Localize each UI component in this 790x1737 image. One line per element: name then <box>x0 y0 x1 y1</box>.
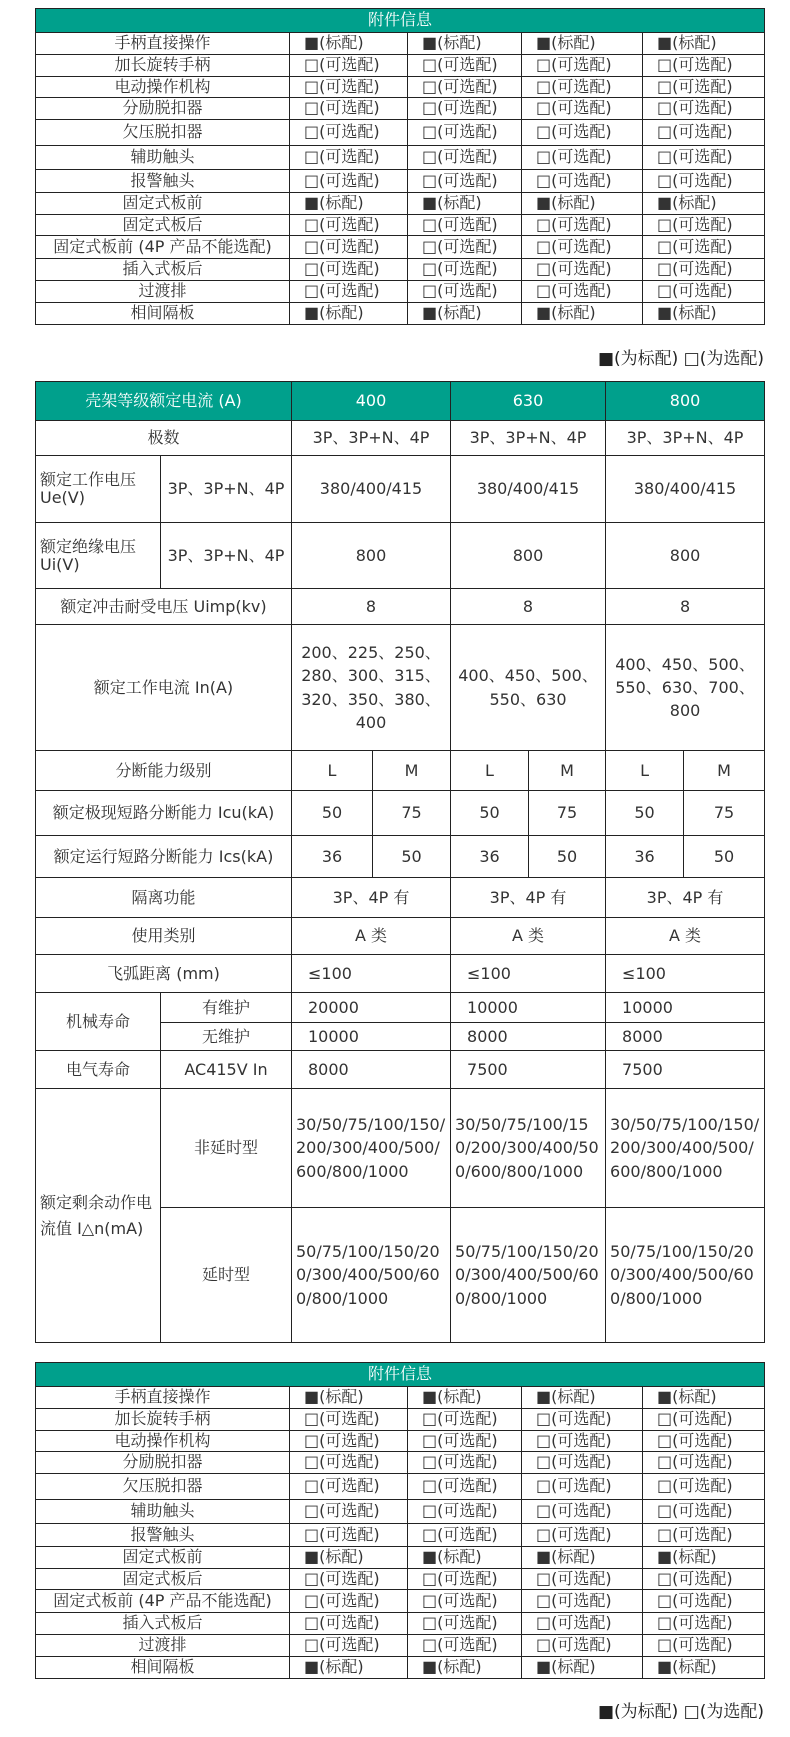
poles-value: 3P、3P+N、4P <box>451 421 606 456</box>
accessory-row-value: □(可选配) <box>290 1569 408 1590</box>
frame-header-label: 壳架等级额定电流 (A) <box>36 382 292 421</box>
accessory-row-value: ■(标配) <box>522 1387 643 1409</box>
accessory-row-value: □(可选配) <box>522 1452 643 1474</box>
accessory-row-value: □(可选配) <box>290 1500 408 1524</box>
accessory-row-label: 分励脱扣器 <box>36 98 290 120</box>
accessory-row-value: ■(标配) <box>522 1657 643 1679</box>
accessory-row <box>36 193 765 215</box>
accessory-row-value: □(可选配) <box>408 170 522 193</box>
accessory-row-value: □(可选配) <box>522 281 643 303</box>
accessory-row <box>36 1635 765 1657</box>
ui-label: 额定绝缘电压 Ui(V) <box>36 523 161 589</box>
accessory-row-value: □(可选配) <box>643 1409 765 1431</box>
legend-top: ■(为标配) □(为选配) <box>597 349 764 369</box>
elec-value: 7500 <box>451 1051 606 1089</box>
accessory-row <box>36 1569 765 1590</box>
accessory-row-value: □(可选配) <box>643 1590 765 1613</box>
accessory-row-value: □(可选配) <box>408 1569 522 1590</box>
accessory-row-value: ■(标配) <box>408 193 522 215</box>
breaking-label: 分断能力级别 <box>36 751 292 791</box>
arc-value: ≤100 <box>292 955 451 993</box>
breaking-value: L <box>451 751 529 791</box>
accessory-row-value: □(可选配) <box>643 215 765 236</box>
accessory-row <box>36 146 765 170</box>
accessory-row-value: ■(标配) <box>408 33 522 55</box>
accessory-row-value: □(可选配) <box>408 236 522 259</box>
accessory-row <box>36 281 765 303</box>
accessory-row-label: 分励脱扣器 <box>36 1452 290 1474</box>
elec-value: 8000 <box>292 1051 451 1089</box>
isolation-value: 3P、4P 有 <box>292 878 451 918</box>
in-value: 400、450、500、550、630、700、800 <box>606 625 765 751</box>
accessory-row-value: □(可选配) <box>522 1431 643 1452</box>
accessory-row-value: □(可选配) <box>643 1635 765 1657</box>
accessory-row-value: □(可选配) <box>643 1474 765 1500</box>
icu-value: 75 <box>684 791 765 836</box>
accessory-row-value: □(可选配) <box>522 1524 643 1547</box>
ue-sub: 3P、3P+N、4P <box>161 456 292 523</box>
ui-value: 800 <box>292 523 451 589</box>
uimp-value: 8 <box>292 589 451 625</box>
accessory-row <box>36 33 765 55</box>
accessory-row-label: 欠压脱扣器 <box>36 1474 290 1500</box>
accessory-row-value: □(可选配) <box>290 259 408 281</box>
accessory-row-value: □(可选配) <box>290 55 408 77</box>
accessory-row-label: 固定式板后 <box>36 1569 290 1590</box>
frame-800: 800 <box>606 382 765 421</box>
icu-value: 50 <box>606 791 684 836</box>
ue-label: 额定工作电压 Ue(V) <box>36 456 161 523</box>
accessory-row-value: □(可选配) <box>643 259 765 281</box>
accessory-row-value: □(可选配) <box>290 236 408 259</box>
breaking-value: M <box>529 751 606 791</box>
accessory-row-label: 手柄直接操作 <box>36 33 290 55</box>
accessory-row <box>36 303 765 325</box>
mech-maint-value: 10000 <box>606 993 765 1023</box>
accessory-row-label: 加长旋转手柄 <box>36 1409 290 1431</box>
accessory-row-value: □(可选配) <box>290 98 408 120</box>
ue-value: 380/400/415 <box>606 456 765 523</box>
poles-value: 3P、3P+N、4P <box>292 421 451 456</box>
accessory-row-value: □(可选配) <box>408 146 522 170</box>
accessory-row <box>36 1613 765 1635</box>
accessory-row-value: □(可选配) <box>522 1500 643 1524</box>
accessory-row-value: □(可选配) <box>290 215 408 236</box>
accessory-row-value: ■(标配) <box>643 303 765 325</box>
accessory-row-value: □(可选配) <box>522 259 643 281</box>
category-value: A 类 <box>606 918 765 955</box>
accessory-row-label: 报警触头 <box>36 1524 290 1547</box>
arc-value: ≤100 <box>606 955 765 993</box>
uimp-value: 8 <box>451 589 606 625</box>
residual-nodelay-value: 30/50/75/100/150/200/300/400/500/600/800/1000 <box>606 1089 765 1208</box>
accessory-row <box>36 1500 765 1524</box>
accessory-row <box>36 1657 765 1679</box>
ics-value: 36 <box>451 836 529 878</box>
accessory-row-value: ■(标配) <box>522 33 643 55</box>
accessory-row-value: □(可选配) <box>643 146 765 170</box>
accessory-row-value: □(可选配) <box>408 215 522 236</box>
accessory-row-label: 手柄直接操作 <box>36 1387 290 1409</box>
accessory-row <box>36 55 765 77</box>
accessory-row-value: □(可选配) <box>408 1613 522 1635</box>
accessory-row-label: 固定式板后 <box>36 215 290 236</box>
accessory-row-value: □(可选配) <box>290 170 408 193</box>
accessory-row-label: 辅助触头 <box>36 146 290 170</box>
accessory-row-label: 插入式板后 <box>36 1613 290 1635</box>
elec-sub: AC415V In <box>161 1051 292 1089</box>
ics-value: 50 <box>373 836 451 878</box>
accessory-row-value: □(可选配) <box>290 281 408 303</box>
isolation-value: 3P、4P 有 <box>451 878 606 918</box>
accessory-row-value: □(可选配) <box>643 98 765 120</box>
accessory-row-value: □(可选配) <box>408 1409 522 1431</box>
residual-delay-value: 50/75/100/150/200/300/400/500/600/800/1000 <box>451 1208 606 1343</box>
accessory-table-top <box>35 8 765 325</box>
accessory-row-value: □(可选配) <box>290 1452 408 1474</box>
elec-value: 7500 <box>606 1051 765 1089</box>
breaking-value: L <box>606 751 684 791</box>
accessory-row-value: ■(标配) <box>408 1547 522 1569</box>
accessory-row-value: ■(标配) <box>522 303 643 325</box>
icu-value: 75 <box>373 791 451 836</box>
accessory-row-label: 辅助触头 <box>36 1500 290 1524</box>
mech-maint-value: 10000 <box>451 993 606 1023</box>
accessory-row-value: ■(标配) <box>643 33 765 55</box>
accessory-row-value: □(可选配) <box>522 170 643 193</box>
mech-nomaint-value: 8000 <box>451 1023 606 1051</box>
accessory-row-value: □(可选配) <box>643 120 765 146</box>
accessory-row-value: □(可选配) <box>643 236 765 259</box>
breaking-value: M <box>373 751 451 791</box>
accessory-row-value: □(可选配) <box>522 215 643 236</box>
in-value: 200、225、250、280、300、315、320、350、380、400 <box>292 625 451 751</box>
accessory-row-value: □(可选配) <box>522 1569 643 1590</box>
accessory-row-value: □(可选配) <box>522 1590 643 1613</box>
accessory-row-value: ■(标配) <box>290 33 408 55</box>
accessory-row-value: ■(标配) <box>408 303 522 325</box>
accessory-row-value: ■(标配) <box>290 193 408 215</box>
isolation-value: 3P、4P 有 <box>606 878 765 918</box>
accessory-row-value: □(可选配) <box>643 281 765 303</box>
accessory-row-value: □(可选配) <box>643 1452 765 1474</box>
accessory-row-value: □(可选配) <box>408 98 522 120</box>
accessory-title: 附件信息 <box>36 1363 765 1387</box>
accessory-row-value: □(可选配) <box>643 1613 765 1635</box>
spec-table <box>35 381 765 1343</box>
accessory-row-label: 过渡排 <box>36 281 290 303</box>
accessory-row-label: 固定式板前 <box>36 1547 290 1569</box>
ics-value: 36 <box>606 836 684 878</box>
accessory-row <box>36 1524 765 1547</box>
accessory-row-value: □(可选配) <box>408 1431 522 1452</box>
accessory-row-value: □(可选配) <box>290 120 408 146</box>
accessory-row-value: □(可选配) <box>522 236 643 259</box>
arc-label: 飞弧距离 (mm) <box>36 955 292 993</box>
accessory-row-label: 插入式板后 <box>36 259 290 281</box>
accessory-row-value: □(可选配) <box>522 1474 643 1500</box>
accessory-table-bottom <box>35 1362 765 1679</box>
mech-maint-value: 20000 <box>292 993 451 1023</box>
accessory-title: 附件信息 <box>36 9 765 33</box>
mech-label: 机械寿命 <box>36 993 161 1051</box>
accessory-row <box>36 1590 765 1613</box>
accessory-row-value: □(可选配) <box>408 77 522 98</box>
mech-nomaint-value: 8000 <box>606 1023 765 1051</box>
residual-label: 额定剩余动作电流值 I△n(mA) <box>36 1089 161 1343</box>
accessory-row-value: ■(标配) <box>290 1657 408 1679</box>
category-value: A 类 <box>451 918 606 955</box>
accessory-row-value: □(可选配) <box>643 55 765 77</box>
accessory-row-label: 欠压脱扣器 <box>36 120 290 146</box>
accessory-row-value: □(可选配) <box>643 77 765 98</box>
accessory-row-value: □(可选配) <box>408 120 522 146</box>
accessory-row-value: ■(标配) <box>643 1387 765 1409</box>
accessory-row-value: ■(标配) <box>643 193 765 215</box>
residual-nodelay-label: 非延时型 <box>161 1089 292 1208</box>
accessory-row-value: □(可选配) <box>290 1635 408 1657</box>
accessory-row-value: □(可选配) <box>408 281 522 303</box>
icu-value: 50 <box>292 791 373 836</box>
accessory-row <box>36 1431 765 1452</box>
accessory-row-value: ■(标配) <box>522 193 643 215</box>
frame-630: 630 <box>451 382 606 421</box>
accessory-row-value: □(可选配) <box>522 1635 643 1657</box>
accessory-row-value: □(可选配) <box>643 1524 765 1547</box>
accessory-row-value: □(可选配) <box>408 1452 522 1474</box>
accessory-row-label: 电动操作机构 <box>36 1431 290 1452</box>
accessory-row-value: □(可选配) <box>408 1500 522 1524</box>
accessory-row-value: □(可选配) <box>290 1409 408 1431</box>
ue-value: 380/400/415 <box>451 456 606 523</box>
ui-sub: 3P、3P+N、4P <box>161 523 292 589</box>
accessory-row <box>36 120 765 146</box>
accessory-row-label: 相间隔板 <box>36 1657 290 1679</box>
ics-label: 额定运行短路分断能力 Ics(kA) <box>36 836 292 878</box>
accessory-row-value: □(可选配) <box>290 1474 408 1500</box>
mech-maint-label: 有维护 <box>161 993 292 1023</box>
ui-value: 800 <box>451 523 606 589</box>
icu-value: 75 <box>529 791 606 836</box>
accessory-row-label: 报警触头 <box>36 170 290 193</box>
accessory-row-label: 加长旋转手柄 <box>36 55 290 77</box>
accessory-row-value: □(可选配) <box>290 1524 408 1547</box>
accessory-row <box>36 1547 765 1569</box>
breaking-value: M <box>684 751 765 791</box>
residual-nodelay-value: 30/50/75/100/150/200/300/400/500/600/800/1000 <box>292 1089 451 1208</box>
isolation-label: 隔离功能 <box>36 878 292 918</box>
accessory-row-label: 固定式板前 (4P 产品不能选配) <box>36 236 290 259</box>
ue-value: 380/400/415 <box>292 456 451 523</box>
ics-value: 50 <box>684 836 765 878</box>
residual-delay-value: 50/75/100/150/200/300/400/500/600/800/1000 <box>292 1208 451 1343</box>
accessory-row-value: □(可选配) <box>408 1590 522 1613</box>
accessory-row-value: □(可选配) <box>522 1409 643 1431</box>
accessory-row <box>36 1474 765 1500</box>
accessory-row <box>36 77 765 98</box>
accessory-row-value: □(可选配) <box>522 98 643 120</box>
accessory-row-value: □(可选配) <box>643 1431 765 1452</box>
accessory-row-value: ■(标配) <box>408 1387 522 1409</box>
in-label: 额定工作电流 In(A) <box>36 625 292 751</box>
accessory-row <box>36 1409 765 1431</box>
accessory-row-value: □(可选配) <box>643 170 765 193</box>
legend-bottom: ■(为标配) □(为选配) <box>597 1702 764 1722</box>
accessory-row-value: □(可选配) <box>408 55 522 77</box>
accessory-row-value: □(可选配) <box>290 1431 408 1452</box>
accessory-row <box>36 170 765 193</box>
accessory-row-value: □(可选配) <box>522 55 643 77</box>
accessory-row-value: ■(标配) <box>643 1547 765 1569</box>
icu-value: 50 <box>451 791 529 836</box>
accessory-row-label: 固定式板前 (4P 产品不能选配) <box>36 1590 290 1613</box>
accessory-row <box>36 1452 765 1474</box>
accessory-row-value: □(可选配) <box>643 1569 765 1590</box>
accessory-row-value: □(可选配) <box>408 1524 522 1547</box>
category-value: A 类 <box>292 918 451 955</box>
accessory-row-value: □(可选配) <box>522 1613 643 1635</box>
residual-delay-value: 50/75/100/150/200/300/400/500/600/800/1000 <box>606 1208 765 1343</box>
mech-nomaint-value: 10000 <box>292 1023 451 1051</box>
accessory-row <box>36 98 765 120</box>
accessory-row-value: ■(标配) <box>643 1657 765 1679</box>
accessory-row <box>36 236 765 259</box>
accessory-row-value: □(可选配) <box>643 1500 765 1524</box>
breaking-value: L <box>292 751 373 791</box>
residual-delay-label: 延时型 <box>161 1208 292 1343</box>
accessory-row-value: □(可选配) <box>290 1590 408 1613</box>
accessory-row-value: ■(标配) <box>408 1657 522 1679</box>
accessory-row-value: □(可选配) <box>290 77 408 98</box>
ics-value: 50 <box>529 836 606 878</box>
in-value: 400、450、500、550、630 <box>451 625 606 751</box>
accessory-row-value: ■(标配) <box>522 1547 643 1569</box>
accessory-row <box>36 259 765 281</box>
category-label: 使用类别 <box>36 918 292 955</box>
accessory-row-value: □(可选配) <box>522 146 643 170</box>
accessory-row-label: 固定式板前 <box>36 193 290 215</box>
accessory-row-value: ■(标配) <box>290 303 408 325</box>
icu-label: 额定极现短路分断能力 Icu(kA) <box>36 791 292 836</box>
arc-value: ≤100 <box>451 955 606 993</box>
mech-nomaint-label: 无维护 <box>161 1023 292 1051</box>
residual-nodelay-value: 30/50/75/100/150/200/300/400/500/600/800/1000 <box>451 1089 606 1208</box>
ui-value: 800 <box>606 523 765 589</box>
accessory-row-value: □(可选配) <box>522 77 643 98</box>
accessory-row-value: □(可选配) <box>408 1635 522 1657</box>
accessory-row-label: 相间隔板 <box>36 303 290 325</box>
accessory-row-value: ■(标配) <box>290 1547 408 1569</box>
uimp-value: 8 <box>606 589 765 625</box>
accessory-row <box>36 215 765 236</box>
accessory-row-label: 电动操作机构 <box>36 77 290 98</box>
elec-label: 电气寿命 <box>36 1051 161 1089</box>
poles-value: 3P、3P+N、4P <box>606 421 765 456</box>
poles-label: 极数 <box>36 421 292 456</box>
uimp-label: 额定冲击耐受电压 Uimp(kv) <box>36 589 292 625</box>
accessory-row <box>36 1387 765 1409</box>
frame-400: 400 <box>292 382 451 421</box>
accessory-row-value: ■(标配) <box>290 1387 408 1409</box>
ics-value: 36 <box>292 836 373 878</box>
accessory-row-label: 过渡排 <box>36 1635 290 1657</box>
accessory-row-value: □(可选配) <box>522 120 643 146</box>
accessory-row-value: □(可选配) <box>408 1474 522 1500</box>
accessory-row-value: □(可选配) <box>290 146 408 170</box>
accessory-row-value: □(可选配) <box>408 259 522 281</box>
accessory-row-value: □(可选配) <box>290 1613 408 1635</box>
